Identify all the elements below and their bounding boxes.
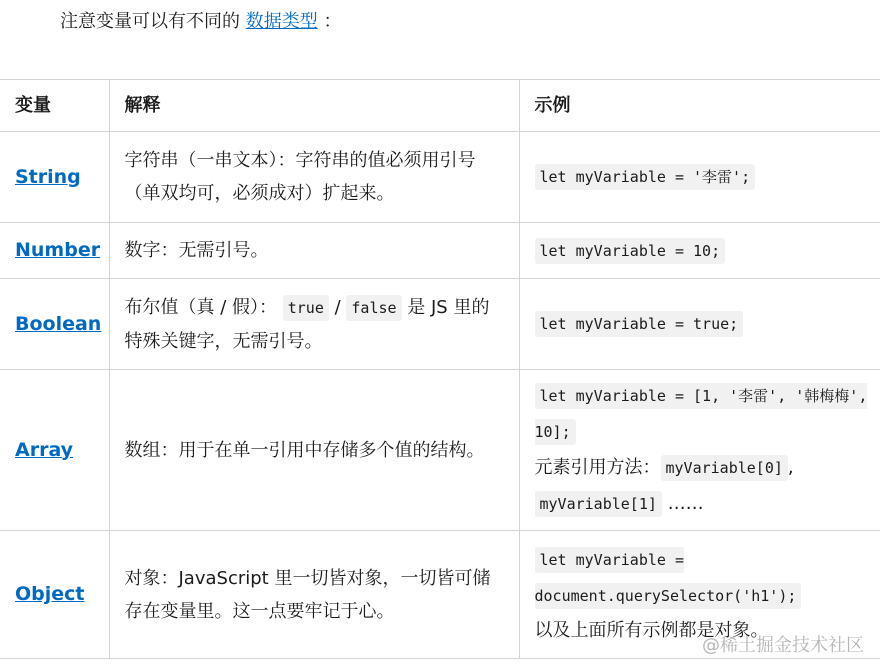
desc-cell (109, 279, 519, 370)
table-header-row (0, 80, 880, 132)
extra-separator: , (787, 457, 794, 478)
type-link-number[interactable]: Number (15, 239, 101, 261)
intro-paragraph (60, 8, 341, 36)
header-example: 示例 (519, 80, 880, 132)
variable-types-table (0, 79, 880, 659)
inline-code-index1: myVariable[1] (535, 491, 662, 517)
type-cell (0, 279, 109, 370)
type-cell (0, 531, 109, 659)
example-cell (519, 132, 880, 223)
type-cell (0, 223, 109, 279)
desc-cell: 字符串（一串文本）：字符串的值必须用引号（单双均可，必须成对）扩起来。 (109, 132, 519, 223)
extra-text: 元素引用方法： (534, 457, 661, 478)
watermark: @稀土掘金技术社区 (702, 635, 864, 656)
desc-cell: 对象：JavaScript 里一切皆对象，一切皆可储存在变量里。这一点要牢记于心。 (109, 531, 519, 659)
intro-suffix: ： (323, 11, 342, 32)
desc-text: 布尔值（真 / 假）： (124, 296, 278, 318)
header-variable: 变量 (0, 80, 109, 132)
table-row (0, 370, 880, 531)
example-cell (519, 370, 880, 531)
extra-tail: …… (661, 493, 704, 514)
inline-code-false: false (346, 295, 401, 321)
inline-code-true: true (283, 295, 329, 321)
intro-text: 注意变量可以有不同的 (60, 11, 240, 32)
inline-code-index0: myVariable[0] (661, 455, 788, 481)
table-row (0, 132, 880, 223)
desc-cell: 数字：无需引号。 (109, 223, 519, 279)
example-cell (519, 279, 880, 370)
example-code: let myVariable = '李雷'; (535, 164, 756, 190)
example-code: let myVariable = [1, '李雷', '韩梅梅', 10]; (535, 383, 868, 445)
header-explanation: 解释 (109, 80, 519, 132)
example-cell (519, 223, 880, 279)
desc-separator: / (328, 296, 347, 318)
desc-cell: 数组：用于在单一引用中存储多个值的结构。 (109, 370, 519, 531)
type-link-object[interactable]: Object (15, 583, 85, 605)
type-link-array[interactable]: Array (15, 438, 74, 461)
data-types-link[interactable]: 数据类型 (245, 11, 318, 32)
extra-text: 以及上面所有示例都是对象。 (534, 620, 769, 641)
example-code: let myVariable = 10; (535, 238, 726, 264)
type-link-boolean[interactable]: Boolean (15, 312, 102, 335)
example-code: let myVariable = true; (535, 311, 744, 337)
example-code: let myVariable = document.querySelector('h1'); (535, 547, 802, 609)
type-link-string[interactable]: String (15, 165, 81, 188)
desc-text: 是 JS 里的特殊关键字，无需引号。 (124, 296, 490, 352)
table-row (0, 223, 880, 279)
type-cell (0, 132, 109, 223)
table-row (0, 279, 880, 370)
type-cell (0, 370, 109, 531)
